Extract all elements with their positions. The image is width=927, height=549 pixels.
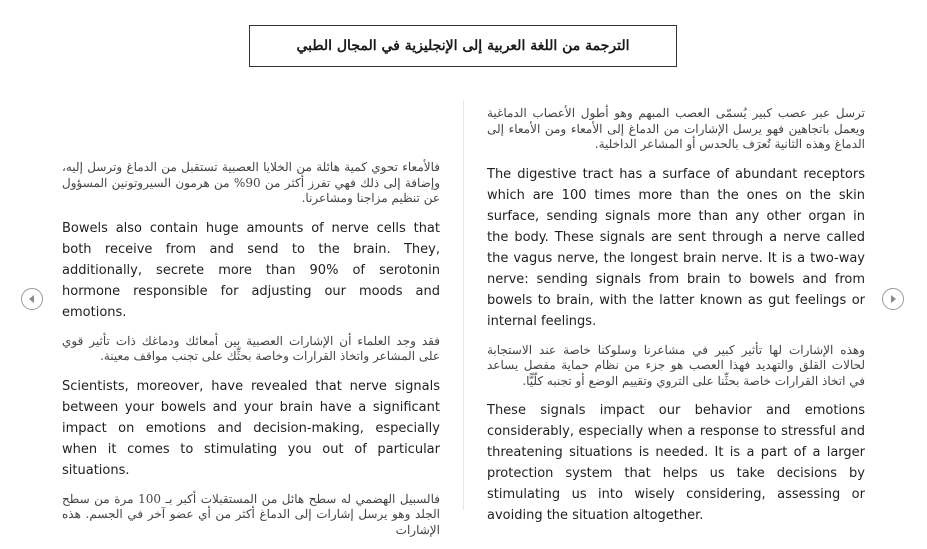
page-title: الترجمة من اللغة العربية إلى الإنجليزية في المجال الطبي [296,38,630,54]
previous-page-button[interactable] [21,288,43,310]
left-column [62,160,440,549]
next-page-button[interactable] [882,288,904,310]
arabic-paragraph: وهذه الإشارات لها تأثير كبير في مشاعرنا وسلوكنا خاصة عند الاستجابة لحالات القلق والتهديد فهذا العصب هو جزء من نظام حماية مفصل يساعد في اتخاذ القرارات خاصة بحثِّنا على التروي وتقييم الوضع أو تجنبه كلّيًّا. [487,342,865,388]
english-paragraph: Bowels also contain huge amounts of nerve cells that both receive from and send to the brain. They, additionally, secrete more than 90% of serotonin hormone responsible for adjusting our moods and emotions. [62,220,440,320]
page-title-box [249,25,677,67]
english-paragraph: Scientists, moreover, have revealed that nerve signals between your bowels and your brain have a significant impact on emotions and decision-making, especially when it comes to stimulating you out of particular situations. [62,378,440,478]
arabic-paragraph: فالسبيل الهضمي له سطح هائل من المستقبلات أكبر بـ 100 مرة من سطح الجلد وهو يرسل إشارات إلى الدماغ أكثر من أي عضو آخر في الجسم. هذه الإشارات [62,491,440,537]
arabic-paragraph: ترسل عبر عصب كبير يُسمّى العصب المبهم وهو أطول الأعصاب الدماغية ويعمل باتجاهين فهو يرسل الإشارات من الدماغ إلى الأمعاء ومن الأمعاء إلى الدماغ وهذه الثانية تُعرَف بالحدس أو المشاعر الداخلية. [487,106,865,151]
arabic-paragraph: فالأمعاء تحوي كمية هائلة من الخلايا العصبية تستقبل من الدماغ وترسل إليه، وإضافة إلى ذلك فهي تفرز أكثر من 90% من هرمون السيروتونين المسؤول عن تنظيم مزاجنا ومشاعرنا. [62,160,440,205]
chevron-left-icon [27,294,37,304]
english-paragraph: The digestive tract has a surface of abundant receptors which are 100 times more than the ones on the skin surface, sending signals more than any other organ in the body. These signals are sent through a nerve called the vagus nerve, the longest brain nerve. It is a two-way nerve: sending signals from brain to bowels and from bowels to brain, with the latter known as gut feelings or internal feelings. [487,166,865,329]
arabic-paragraph: فقد وجد العلماء أن الإشارات العصبية بين أمعائك ودماغك ذات تأثير قوي على المشاعر واتخاذ القرارات وخاصة بحثِّك على تجنب مواقف معينة. [62,333,440,363]
chevron-right-icon [888,294,898,304]
right-column [487,106,865,537]
column-divider [463,100,464,510]
english-paragraph: These signals impact our behavior and emotions considerably, especially when a response to stressful and threatening situations is needed. It is a part of a larger protection system that helps us take decisions by stimulating us into wisely considering, assessing or avoiding the situation altogether. [487,403,865,523]
